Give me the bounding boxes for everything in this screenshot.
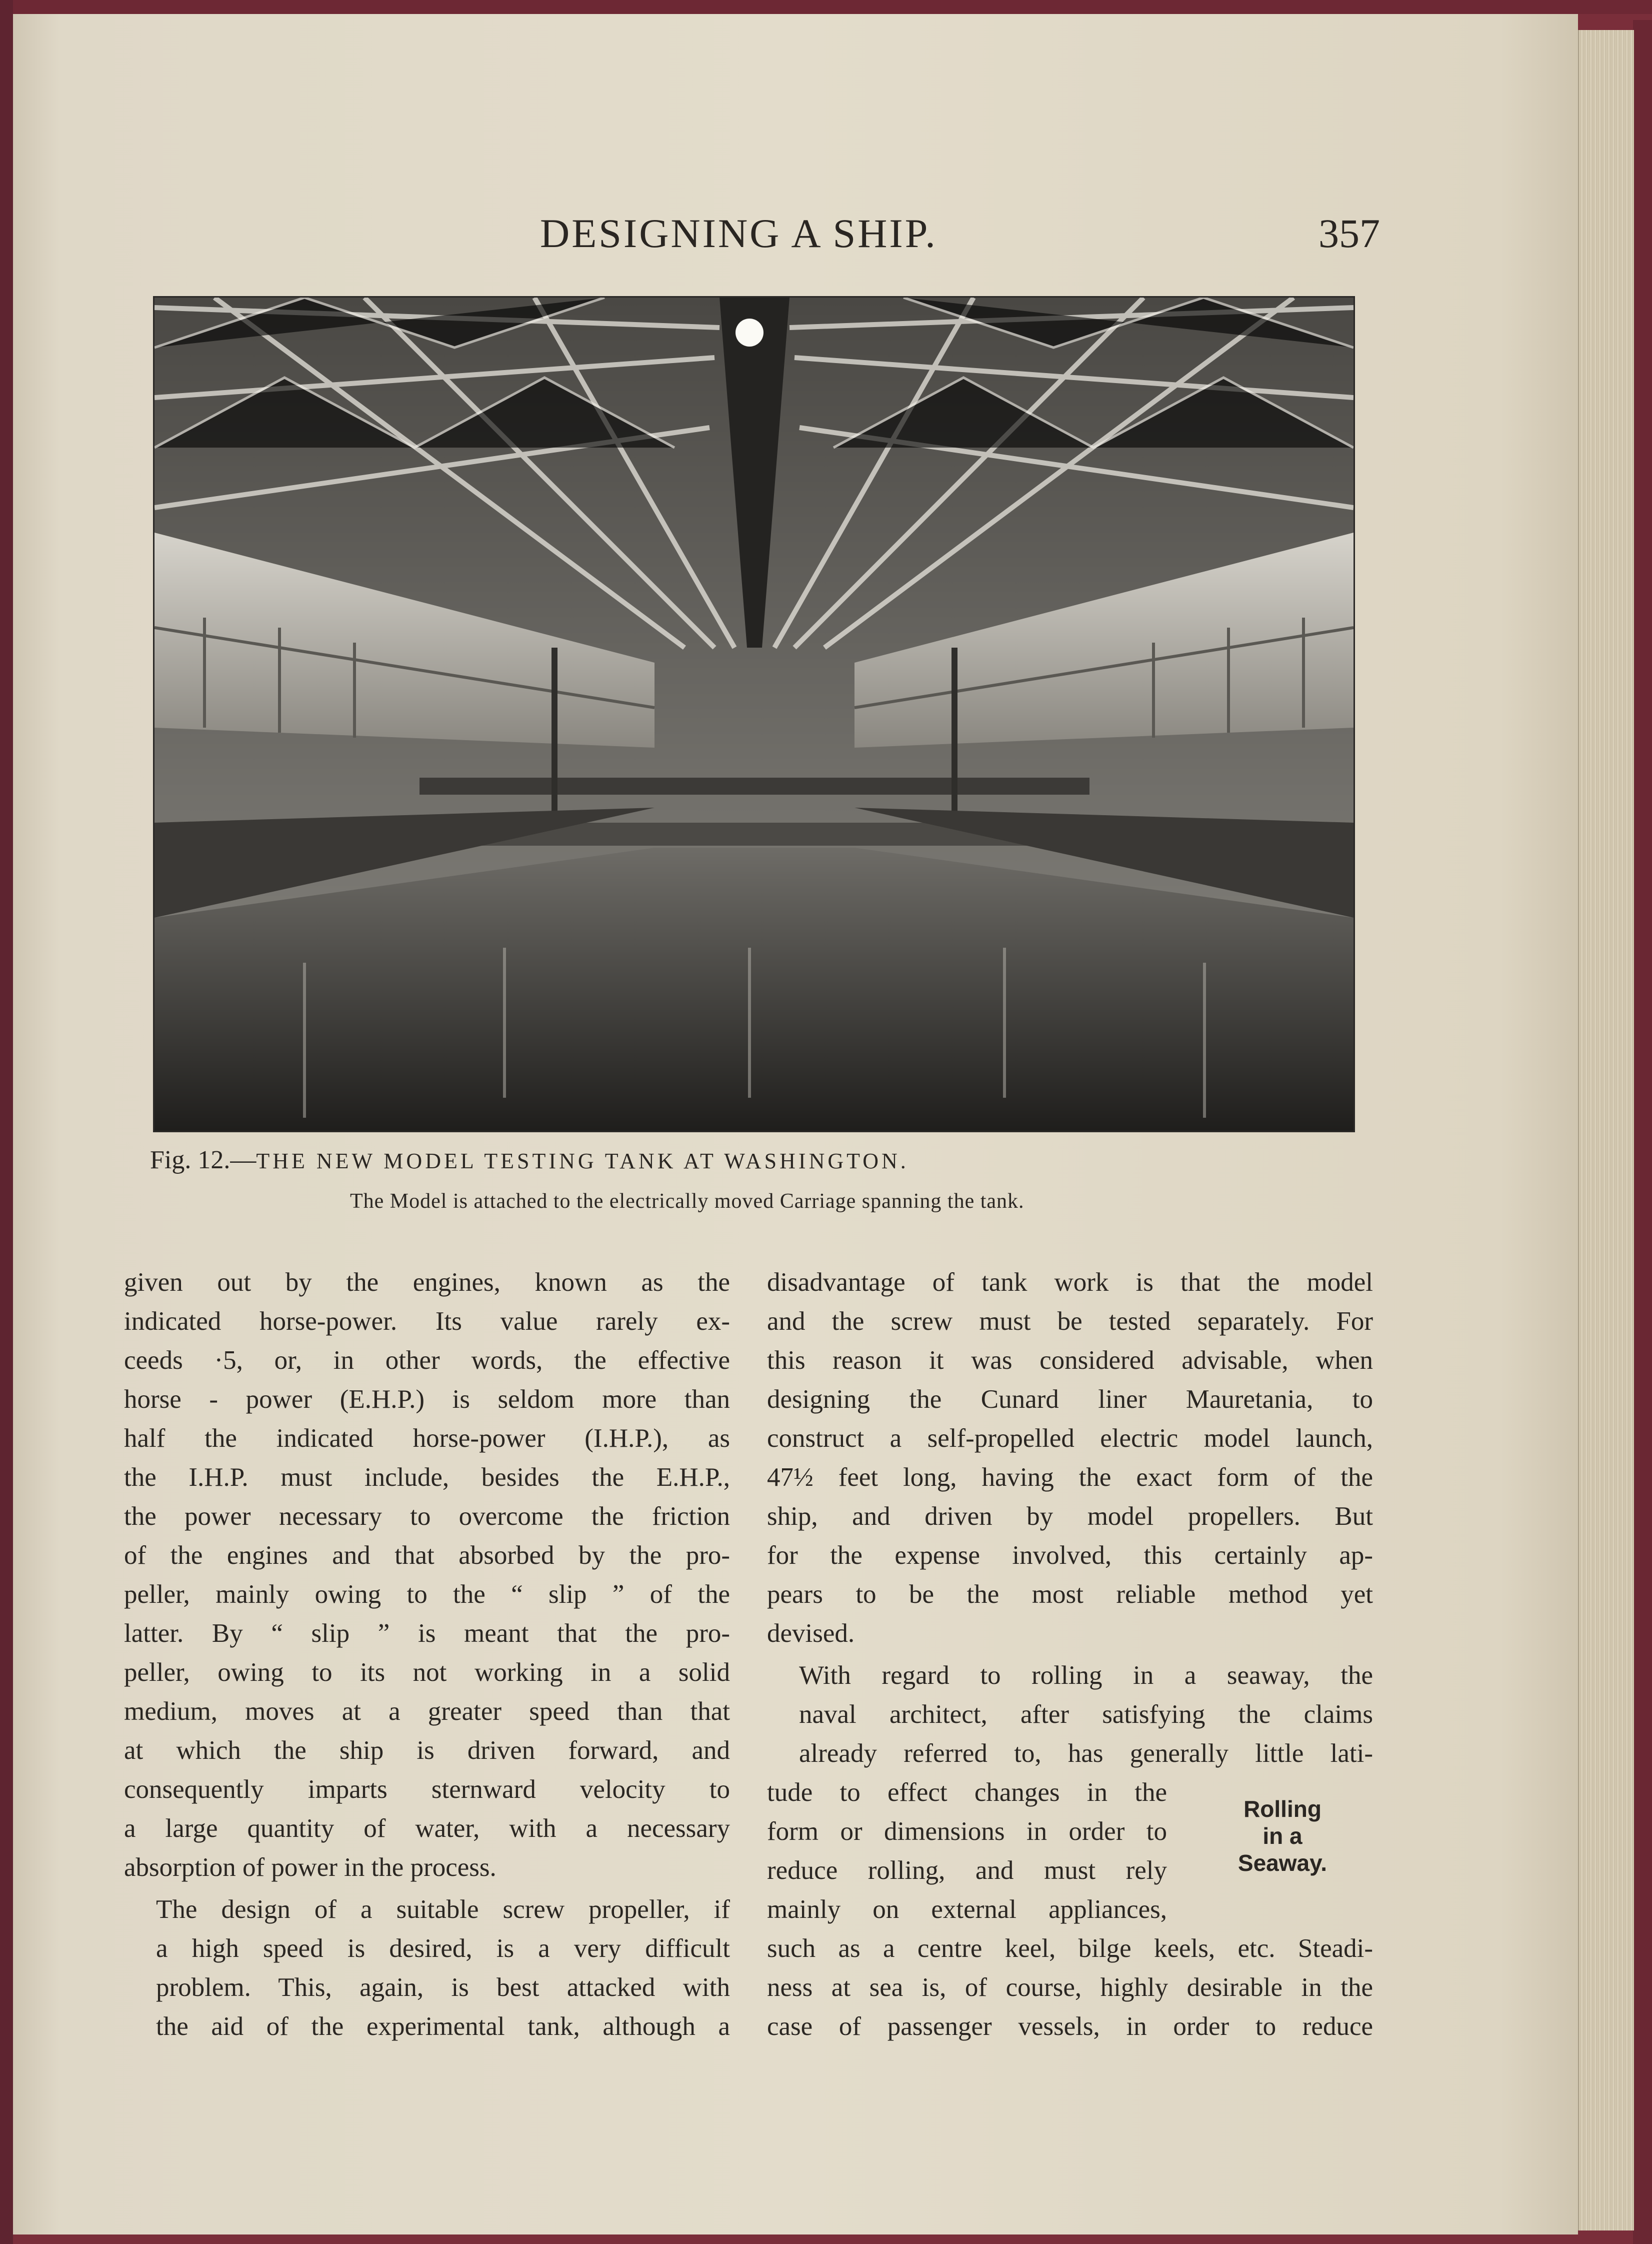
page-header [150, 210, 1380, 270]
figure-label: Fig. 12.— [150, 1146, 256, 1174]
text-line: devised. [767, 1619, 855, 1648]
figure-caption [150, 1145, 909, 1175]
margin-sidenote [1210, 1795, 1355, 1876]
text-line: disadvantage of tank work is that the model [767, 1268, 1373, 1297]
figure-title: THE NEW MODEL TESTING TANK AT WASHINGTON. [256, 1149, 909, 1173]
text-line: at which the ship is driven forward, and [124, 1736, 730, 1765]
text-line: The design of a suitable screw propeller, if [156, 1895, 730, 1924]
text-line: mainly on external appliances, [767, 1895, 1167, 1924]
text-line: tude to effect changes in the [767, 1778, 1167, 1807]
sidenote-line: in a [1262, 1823, 1302, 1849]
text-line: With regard to rolling in a seaway, the [799, 1661, 1373, 1690]
figure-subcaption: The Model is attached to the electrically moved Carriage spanning the tank. [350, 1190, 1024, 1213]
text-line: already referred to, has generally little lati- [799, 1739, 1373, 1768]
text-line: designing the Cunard liner Mauretania, to [767, 1385, 1373, 1414]
text-line: of the engines and that absorbed by the pro- [124, 1541, 730, 1570]
text-line: reduce rolling, and must rely [767, 1856, 1167, 1885]
text-line: for the expense involved, this certainly ap- [767, 1541, 1373, 1570]
page-block-edge [1578, 30, 1634, 2230]
text-line: the aid of the experimental tank, although a [156, 2012, 730, 2041]
text-line: ness at sea is, of course, highly desirable in the [767, 1973, 1373, 2002]
text-line: peller, owing to its not working in a solid [124, 1658, 730, 1687]
paragraph [767, 1263, 1373, 1653]
paragraph [767, 1929, 1373, 2046]
text-line: such as a centre keel, bilge keels, etc. Steadi- [767, 1934, 1373, 1963]
sidenote-line: Rolling [1244, 1796, 1322, 1822]
text-line: case of passenger vessels, in order to reduce [767, 2012, 1373, 2041]
text-line: peller, mainly owing to the “ slip ” of the [124, 1580, 730, 1609]
sidenote-line: Seaway. [1238, 1850, 1328, 1876]
paragraph [767, 1656, 1373, 1773]
text-line: absorption of power in the process. [124, 1853, 496, 1882]
figure-photograph [153, 296, 1355, 1132]
text-line: horse - power (E.H.P.) is seldom more than [124, 1385, 730, 1414]
text-line: naval architect, after satisfying the claims [799, 1700, 1373, 1729]
text-line: a high speed is desired, is a very difficult [156, 1934, 730, 1963]
text-line: problem. This, again, is best attacked with [156, 1973, 730, 2002]
text-line: the I.H.P. must include, besides the E.H.P., [124, 1463, 730, 1492]
text-line: medium, moves at a greater speed than that [124, 1697, 730, 1726]
paragraph [124, 1890, 730, 2046]
text-line: and the screw must be tested separately. For [767, 1307, 1373, 1336]
book-binding-top [0, 0, 1652, 14]
text-line: half the indicated horse-power (I.H.P.), as [124, 1424, 730, 1453]
text-line: construct a self-propelled electric model launch, [767, 1424, 1373, 1453]
text-line: 47½ feet long, having the exact form of the [767, 1463, 1373, 1492]
text-line: consequently imparts sternward velocity to [124, 1775, 730, 1804]
text-column-right [767, 1263, 1373, 2046]
testing-tank-photo [154, 298, 1354, 1131]
running-head: DESIGNING A SHIP. [540, 211, 938, 256]
text-line: indicated horse-power. Its value rarely ex- [124, 1307, 730, 1336]
text-line: pears to be the most reliable method yet [767, 1580, 1373, 1609]
text-line: a large quantity of water, with a necessary [124, 1814, 730, 1843]
text-column-left [124, 1263, 730, 2046]
text-line: form or dimensions in order to [767, 1817, 1167, 1846]
text-line: ship, and driven by model propellers. But [767, 1502, 1373, 1531]
page-number: 357 [1318, 211, 1380, 256]
paragraph [124, 1263, 730, 1887]
text-line: this reason it was considered advisable, when [767, 1346, 1373, 1375]
text-line: ceeds ·5, or, in other words, the effective [124, 1346, 730, 1375]
text-line: given out by the engines, known as the [124, 1268, 730, 1297]
text-line: latter. By “ slip ” is meant that the pro- [124, 1619, 730, 1648]
book-binding-right [1633, 20, 1652, 2244]
text-line: the power necessary to overcome the friction [124, 1502, 730, 1531]
book-binding-left [0, 0, 13, 2244]
